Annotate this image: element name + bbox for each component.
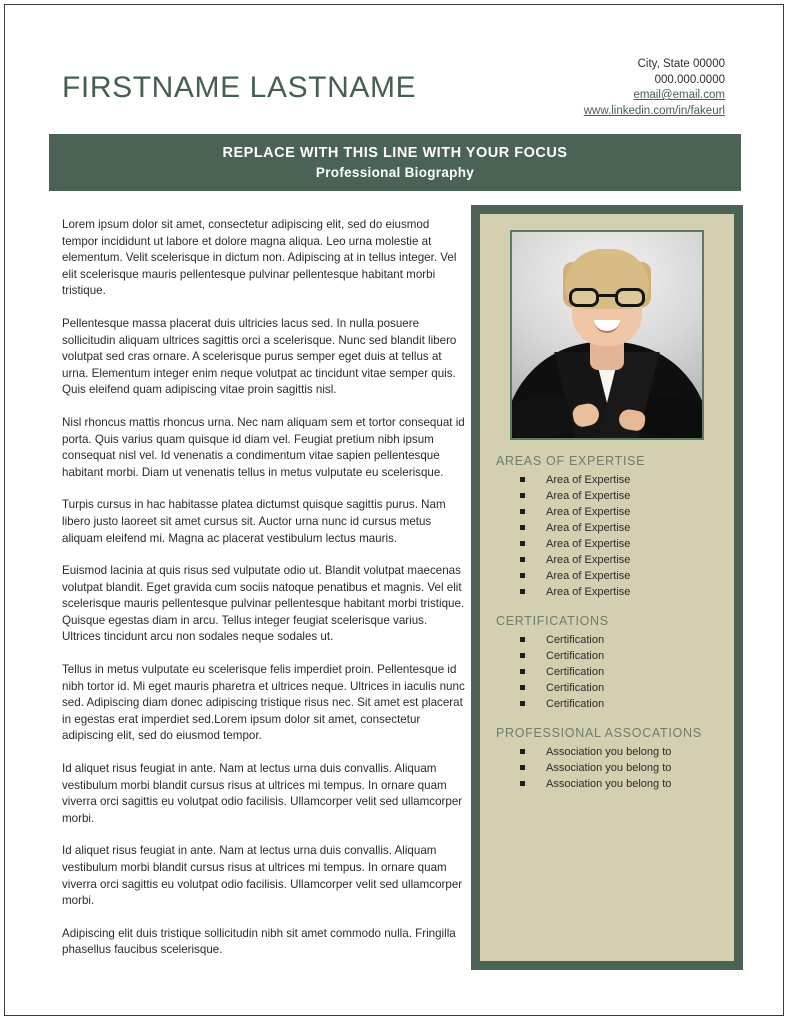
biography-body: [62, 217, 466, 975]
square-bullet-icon: [520, 653, 525, 658]
list-item-label: Certification: [546, 666, 605, 678]
list-item-label: Association you belong to: [546, 762, 672, 774]
sidebar-heading: PROFESSIONAL ASSOCATIONS: [496, 726, 702, 740]
square-bullet-icon: [520, 685, 525, 690]
list-item-label: Certification: [546, 698, 605, 710]
contact-block: [584, 57, 725, 119]
square-bullet-icon: [520, 701, 525, 706]
square-bullet-icon: [520, 765, 525, 770]
list-item: [520, 648, 718, 664]
square-bullet-icon: [520, 557, 525, 562]
list-item-label: Area of Expertise: [546, 554, 631, 566]
photo-left-lens-shape: [569, 288, 599, 307]
list-item-label: Association you belong to: [546, 778, 672, 790]
list-item-label: Certification: [546, 650, 605, 662]
body-paragraph: Tellus in metus vulputate eu scelerisque felis imperdiet proin. Pellentesque id nibh tortor id. Mi eget mauris pharetra et ultrices neque. Ultrices in iaculis nunc sed. Adipiscing diam donec adipiscing tristique risus nec. Sit amet est placerat in egestas erat imperdiet sed.Lorem ipsum dolor sit amet, consectetur adipiscing elit, sed do eiusmod tempor.: [62, 663, 465, 743]
list-item-label: Certification: [546, 682, 605, 694]
sidebar-inner-panel: [480, 214, 734, 961]
body-paragraph: Adipiscing elit duis tristique sollicitudin nibh sit amet commodo nulla. Fringilla phasellus faucibus scelerisque.: [62, 926, 456, 957]
certifications-list: [496, 632, 718, 712]
contact-linkedin-link[interactable]: www.linkedin.com/in/fakeurl: [583, 104, 725, 117]
contact-location: City, State 00000: [637, 58, 725, 70]
list-item-label: Area of Expertise: [546, 490, 631, 502]
list-item-label: Association you belong to: [546, 746, 672, 758]
list-item: [520, 504, 718, 520]
headshot-photo: [512, 232, 702, 438]
sidebar-heading: CERTIFICATIONS: [496, 614, 609, 628]
body-paragraph: Euismod lacinia at quis risus sed vulputate odio ut. Blandit volutpat maecenas volutpat blandit. Eget gravida cum sociis natoque penatibus et magnis. Vel elit scelerisque mauris pellentesque pulvinar pellentesque habitant morbi tristique. Quisque egestas diam in arcu. Tellus integer feugiat scelerisque varius. Ultrices tincidunt arcu non sodales neque sodales ut.: [62, 564, 465, 644]
list-item: [520, 632, 718, 648]
square-bullet-icon: [520, 541, 525, 546]
page-title: FIRSTNAME LASTNAME: [62, 71, 417, 104]
square-bullet-icon: [520, 637, 525, 642]
sidebar-section-areas-of-expertise: [496, 454, 718, 600]
list-item-label: Certification: [546, 634, 605, 646]
list-item: [520, 552, 718, 568]
list-item-label: Area of Expertise: [546, 474, 631, 486]
contact-phone: 000.000.0000: [654, 73, 725, 86]
list-item: [520, 680, 718, 696]
banner-subtitle: Professional Biography: [315, 164, 475, 180]
sidebar-section-certifications: [496, 614, 718, 712]
square-bullet-icon: [520, 573, 525, 578]
list-item: [520, 520, 718, 536]
list-item: [520, 536, 718, 552]
list-item: [520, 760, 718, 776]
body-paragraph: Turpis cursus in hac habitasse platea dictumst quisque sagittis purus. Nam libero justo laoreet sit amet cursus sit. Auctor urna nunc id cursus metus aliquam eleifend mi. Magna ac placerat vestibulum lectus mauris.: [62, 498, 446, 545]
body-paragraph: Lorem ipsum dolor sit amet, consectetur adipiscing elit, sed do eiusmod tempor incididunt ut labore et dolore magna aliqua. Leo urna molestie at elementum. Velit scelerisque in dictum non. Adipiscing at in tellus integer. Vel elit scelerisque mauris pellentesque pulvinar pellentesque habitant morbi tristique.: [62, 218, 457, 298]
square-bullet-icon: [520, 781, 525, 786]
headshot-frame: [510, 230, 704, 440]
contact-email-link[interactable]: email@email.com: [633, 89, 725, 101]
list-item-label: Area of Expertise: [546, 586, 631, 598]
document-page: [4, 4, 784, 1016]
focus-line: REPLACE WITH THIS LINE WITH YOUR FOCUS: [222, 144, 568, 161]
focus-banner: [49, 134, 741, 191]
areas-of-expertise-list: [496, 472, 718, 600]
square-bullet-icon: [520, 493, 525, 498]
list-item: [520, 696, 718, 712]
body-paragraph: Nisl rhoncus mattis rhoncus urna. Nec nam aliquam sem et tortor consequat id porta. Quis varius quam quisque id diam vel. Feugiat pretium nibh ipsum consequat nisl vel. Id venenatis a condimentum vitae sapien pellentesque habitant morbi. Diam ut venenatis tellus in metus vulputate eu scelerisque.: [62, 415, 465, 479]
body-paragraph: Pellentesque massa placerat duis ultricies lacus sed. In nulla posuere sollicitudin aliquam ultrices sagittis orci a scelerisque. Nunc sed blandit libero volutpat sed cras ornare. A scelerisque purus semper eget duis at tellus at urna. Elementum integer enim neque volutpat ac tincidunt vitae semper quis. Quis eleifend quam adipiscing vitae proin sagittis nisl.: [62, 316, 457, 397]
sidebar-section-professional-associations: [496, 726, 718, 792]
list-item-label: Area of Expertise: [546, 538, 631, 550]
list-item: [520, 488, 718, 504]
body-paragraph: Id aliquet risus feugiat in ante. Nam at lectus urna duis convallis. Aliquam vestibulum morbi blandit cursus risus at ultrices mi tempus. In ornare quam viverra orci sagittis eu volutpat odio facilisis. Ullamcorper velit sed ullamcorper morbi.: [62, 762, 463, 825]
list-item: [520, 584, 718, 600]
sidebar: [471, 205, 743, 970]
list-item: [520, 744, 718, 760]
glasses-icon: [569, 288, 645, 308]
square-bullet-icon: [520, 477, 525, 482]
square-bullet-icon: [520, 525, 525, 530]
square-bullet-icon: [520, 669, 525, 674]
list-item-label: Area of Expertise: [546, 570, 631, 582]
square-bullet-icon: [520, 749, 525, 754]
body-paragraph: Id aliquet risus feugiat in ante. Nam at lectus urna duis convallis. Aliquam vestibulum morbi blandit cursus risus at ultrices mi tempus. In ornare quam viverra orci sagittis eu volutpat odio facilisis. Ullamcorper velit sed ullamcorper morbi.: [62, 844, 463, 908]
list-item: [520, 776, 718, 792]
list-item: [520, 472, 718, 488]
square-bullet-icon: [520, 589, 525, 594]
list-item: [520, 664, 718, 680]
square-bullet-icon: [520, 509, 525, 514]
sidebar-heading: AREAS OF EXPERTISE: [496, 454, 646, 468]
list-item-label: Area of Expertise: [546, 522, 631, 534]
document-header: [5, 5, 783, 127]
professional-associations-list: [496, 744, 718, 792]
list-item-label: Area of Expertise: [546, 506, 631, 518]
list-item: [520, 568, 718, 584]
photo-glasses-bridge-shape: [599, 294, 615, 297]
photo-right-lens-shape: [615, 288, 645, 307]
